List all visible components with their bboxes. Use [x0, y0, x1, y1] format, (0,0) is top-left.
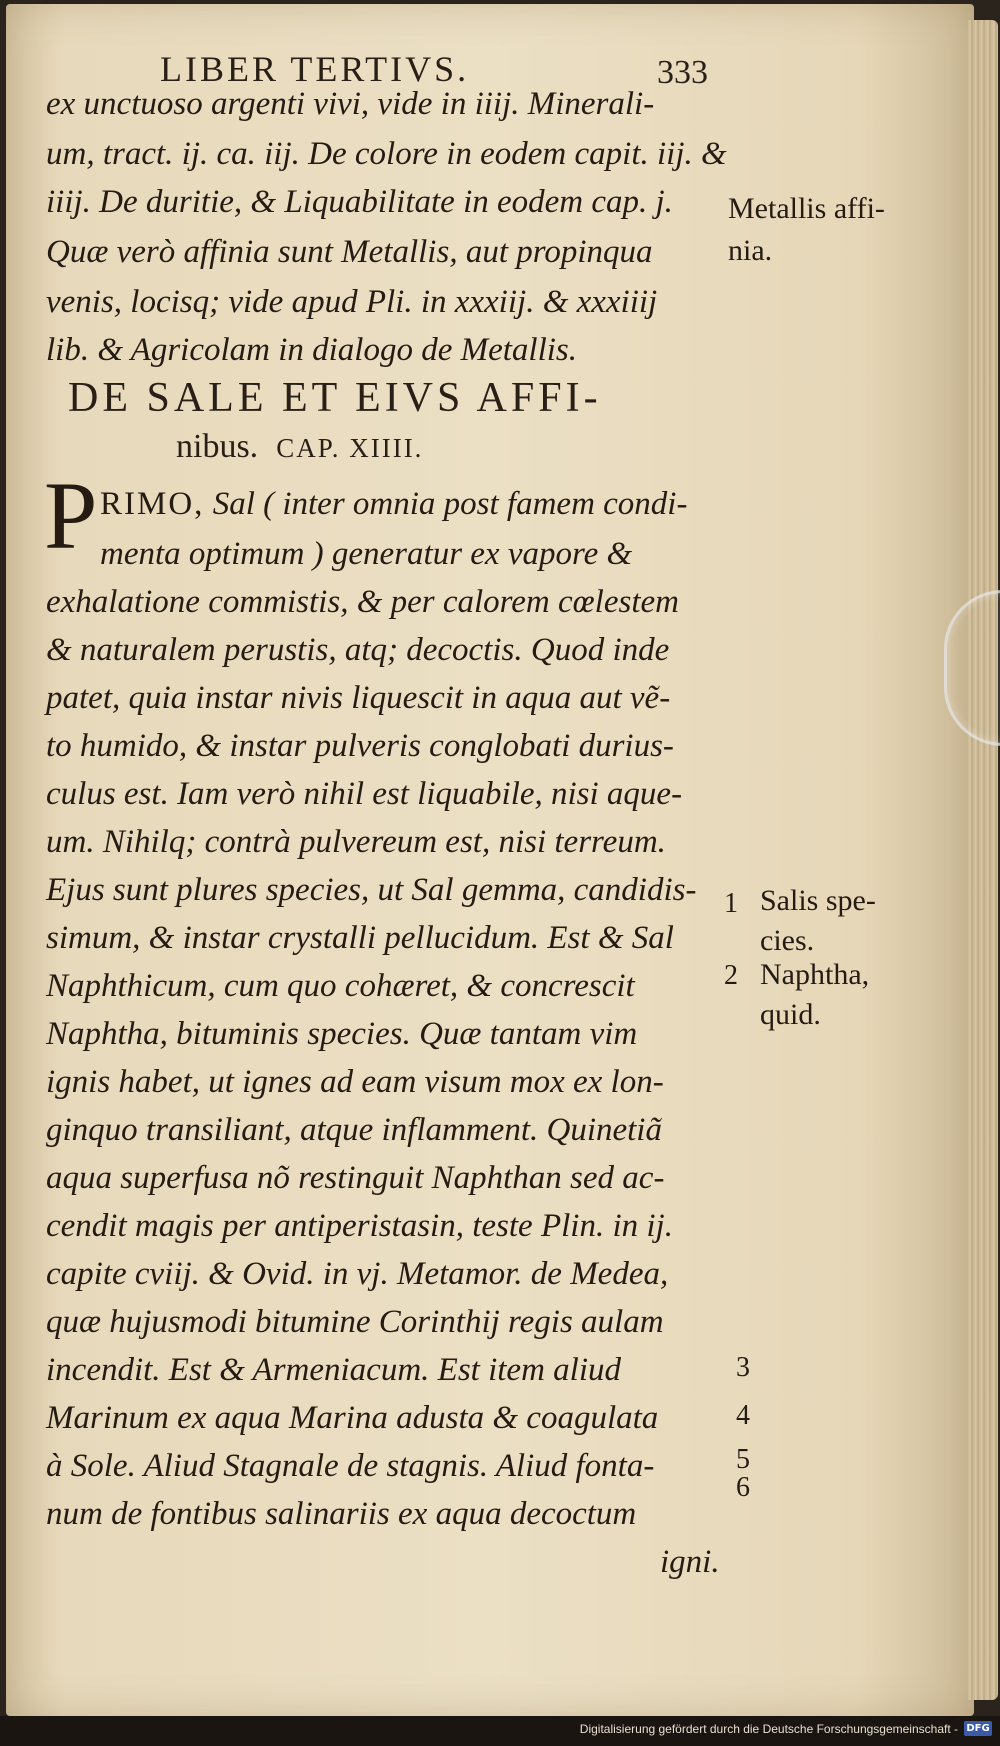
margin-number: 1 [724, 888, 738, 919]
margin-number: 2 [724, 960, 738, 991]
text-line: Ejus sunt plures species, ut Sal gemma, candidis- [46, 872, 697, 908]
margin-note: cies. [760, 924, 815, 957]
text-line: lib. & Agricolam in dialogo de Metallis. [46, 332, 578, 368]
drop-capital: P [44, 462, 98, 569]
text-line: iiij. De duritie, & Liquabilitate in eodem cap. j. [46, 184, 673, 220]
text-line: Quæ verò affinia sunt Metallis, aut propinqua [46, 234, 653, 270]
text-line: Naphtha, bituminis species. Quæ tantam vim [46, 1016, 638, 1052]
text-line: & naturalem perustis, atq; decoctis. Quod inde [46, 632, 670, 668]
margin-note: quid. [760, 998, 821, 1031]
text-line: to humido, & instar pulveris conglobati durius- [46, 728, 674, 764]
text-line: num de fontibus salinariis ex aqua decoctum [46, 1496, 637, 1532]
text-line: Marinum ex aqua Marina adusta & coagulata [46, 1400, 659, 1436]
first-word: RIMO, [100, 486, 205, 522]
text-line: quæ hujusmodi bitumine Corinthij regis aulam [46, 1304, 664, 1340]
text-line: menta optimum ) generatur ex vapore & [100, 536, 633, 572]
page-edges [968, 20, 998, 1700]
margin-number: 5 [736, 1444, 750, 1475]
margin-note: Salis spe- [760, 884, 876, 917]
text-line-first [100, 484, 720, 524]
margin-number: 6 [736, 1472, 750, 1503]
margin-note: Naphtha, [760, 958, 870, 991]
text-line: capite cviij. & Ovid. in vj. Metamor. de Medea, [46, 1256, 669, 1292]
text-line: Naphthicum, cum quo cohæret, & concrescit [46, 968, 635, 1004]
text-line: venis, locisq; vide apud Pli. in xxxiij. & xxxiiij [46, 284, 658, 320]
margin-number: 3 [736, 1352, 750, 1383]
page-number: 333 [657, 54, 708, 91]
text-line: ignis habet, ut ignes ad eam visum mox ex lon- [46, 1064, 664, 1100]
text-line: culus est. Iam verò nihil est liquabile, nisi aque- [46, 776, 683, 812]
text-line: à Sole. Aliud Stagnale de stagnis. Aliud fonta- [46, 1448, 655, 1484]
digitization-credit: Digitalisierung gefördert durch die Deutsche Forschungsgemeinschaft - [579, 1722, 958, 1736]
margin-number: 4 [736, 1400, 750, 1431]
text-line: ex unctuoso argenti vivi, vide in iiij. Minerali- [46, 86, 655, 122]
chapter-heading: DE SALE ET EIVS AFFI- [68, 375, 602, 421]
text-line: simum, & instar crystalli pellucidum. Est & Sal [46, 920, 674, 956]
margin-note: Metallis affi- [728, 192, 885, 225]
text-line: exhalatione commistis, & per calorem cœlestem [46, 584, 679, 620]
text-line: incendit. Est & Armeniacum. Est item aliud [46, 1352, 621, 1388]
dfg-logo: DFG [964, 1721, 992, 1736]
first-line-rest: Sal ( inter omnia post famem condi- [204, 486, 688, 522]
text-line-last: igni. [660, 1544, 720, 1580]
running-head: LIBER TERTIVS. [160, 49, 470, 89]
heading-word: nibus. [176, 428, 259, 465]
text-line: um, tract. ij. ca. iij. De colore in eodem capit. iij. & [46, 136, 727, 172]
margin-note: nia. [728, 234, 773, 267]
chapter-number: CAP. XIIII. [276, 433, 424, 463]
chapter-heading-continued [176, 428, 423, 466]
text-line: um. Nihilq; contrà pulvereum est, nisi terreum. [46, 824, 666, 860]
text-line: aqua superfusa nõ restinguit Naphthan sed ac- [46, 1160, 665, 1196]
text-line: cendit magis per antiperistasin, teste Plin. in ij. [46, 1208, 673, 1244]
text-line: ginquo transiliant, atque inflamment. Quinetiã [46, 1112, 662, 1148]
text-line: patet, quia instar nivis liquescit in aqua aut vẽ- [46, 680, 671, 716]
